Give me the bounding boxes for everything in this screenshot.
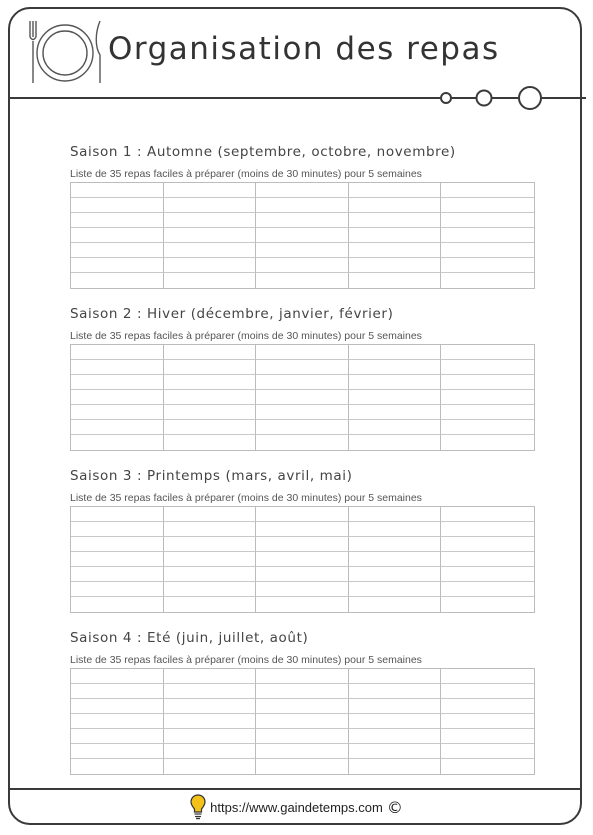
meal-entry-cell[interactable] xyxy=(71,507,164,522)
meal-entry-cell[interactable] xyxy=(164,669,257,684)
meal-entry-cell[interactable] xyxy=(164,243,257,258)
meal-entry-cell[interactable] xyxy=(349,183,442,198)
meal-entry-cell[interactable] xyxy=(441,684,534,699)
meal-entry-cell[interactable] xyxy=(71,390,164,405)
meal-entry-cell[interactable] xyxy=(71,420,164,435)
meal-entry-cell[interactable] xyxy=(71,699,164,714)
meal-entry-cell[interactable] xyxy=(71,243,164,258)
meal-entry-cell[interactable] xyxy=(349,273,442,288)
meal-entry-cell[interactable] xyxy=(256,552,349,567)
meal-entry-cell[interactable] xyxy=(441,699,534,714)
meal-entry-cell[interactable] xyxy=(164,420,257,435)
meal-entry-cell[interactable] xyxy=(256,669,349,684)
meal-entry-cell[interactable] xyxy=(164,699,257,714)
meal-entry-cell[interactable] xyxy=(349,552,442,567)
section-title: Saison 4 : Eté (juin, juillet, août) xyxy=(70,630,309,646)
meal-entry-cell[interactable] xyxy=(441,213,534,228)
meal-entry-cell[interactable] xyxy=(441,567,534,582)
meal-entry-cell[interactable] xyxy=(256,699,349,714)
meal-entry-cell[interactable] xyxy=(256,537,349,552)
meal-entry-cell[interactable] xyxy=(256,228,349,243)
meal-entry-cell[interactable] xyxy=(71,669,164,684)
meal-entry-cell[interactable] xyxy=(441,552,534,567)
meal-entry-cell[interactable] xyxy=(441,198,534,213)
meal-entry-cell[interactable] xyxy=(256,507,349,522)
meal-entry-cell[interactable] xyxy=(349,759,442,774)
meal-entry-cell[interactable] xyxy=(71,435,164,450)
meal-entry-cell[interactable] xyxy=(256,744,349,759)
meal-entry-cell[interactable] xyxy=(164,258,257,273)
meal-entry-cell[interactable] xyxy=(164,375,257,390)
meal-entry-cell[interactable] xyxy=(349,213,442,228)
meal-entry-cell[interactable] xyxy=(256,198,349,213)
meal-entry-cell[interactable] xyxy=(441,375,534,390)
meal-entry-cell[interactable] xyxy=(441,258,534,273)
meal-entry-cell[interactable] xyxy=(349,744,442,759)
meal-entry-cell[interactable] xyxy=(441,345,534,360)
section-subtitle: Liste de 35 repas faciles à préparer (moins de 30 minutes) pour 5 semaines xyxy=(70,492,422,504)
section-subtitle: Liste de 35 repas faciles à préparer (moins de 30 minutes) pour 5 semaines xyxy=(70,168,422,180)
meal-entry-cell[interactable] xyxy=(164,714,257,729)
meal-entry-cell[interactable] xyxy=(349,537,442,552)
section-title: Saison 3 : Printemps (mars, avril, mai) xyxy=(70,468,353,484)
meal-entry-cell[interactable] xyxy=(71,522,164,537)
meal-grid xyxy=(70,344,535,451)
meal-entry-cell[interactable] xyxy=(349,522,442,537)
meal-entry-cell[interactable] xyxy=(256,435,349,450)
meal-grid xyxy=(70,182,535,289)
meal-entry-cell[interactable] xyxy=(441,360,534,375)
meal-entry-cell[interactable] xyxy=(441,228,534,243)
meal-entry-cell[interactable] xyxy=(164,552,257,567)
meal-entry-cell[interactable] xyxy=(349,684,442,699)
meal-entry-cell[interactable] xyxy=(349,420,442,435)
meal-entry-cell[interactable] xyxy=(71,345,164,360)
footer-divider xyxy=(10,788,582,790)
meal-entry-cell[interactable] xyxy=(164,405,257,420)
meal-entry-cell[interactable] xyxy=(349,435,442,450)
meal-entry-cell[interactable] xyxy=(71,213,164,228)
website-link[interactable]: https://www.gaindetemps.com xyxy=(210,799,383,815)
meal-entry-cell[interactable] xyxy=(349,345,442,360)
meal-entry-cell[interactable] xyxy=(256,405,349,420)
lightbulb-icon xyxy=(190,794,206,820)
meal-entry-cell[interactable] xyxy=(164,582,257,597)
meal-entry-cell[interactable] xyxy=(256,522,349,537)
section-subtitle: Liste de 35 repas faciles à préparer (moins de 30 minutes) pour 5 semaines xyxy=(70,654,422,666)
meal-entry-cell[interactable] xyxy=(164,345,257,360)
meal-entry-cell[interactable] xyxy=(71,759,164,774)
meal-entry-cell[interactable] xyxy=(256,390,349,405)
meal-entry-cell[interactable] xyxy=(441,405,534,420)
meal-entry-cell[interactable] xyxy=(71,198,164,213)
meal-entry-cell[interactable] xyxy=(164,183,257,198)
meal-entry-cell[interactable] xyxy=(256,420,349,435)
meal-entry-cell[interactable] xyxy=(164,213,257,228)
meal-entry-cell[interactable] xyxy=(349,258,442,273)
meal-entry-cell[interactable] xyxy=(71,258,164,273)
meal-entry-cell[interactable] xyxy=(441,537,534,552)
meal-entry-cell[interactable] xyxy=(256,345,349,360)
meal-entry-cell[interactable] xyxy=(349,699,442,714)
meal-entry-cell[interactable] xyxy=(349,582,442,597)
meal-entry-cell[interactable] xyxy=(256,582,349,597)
meal-entry-cell[interactable] xyxy=(349,198,442,213)
meal-entry-cell[interactable] xyxy=(349,714,442,729)
meal-entry-cell[interactable] xyxy=(164,390,257,405)
meal-entry-cell[interactable] xyxy=(349,567,442,582)
meal-entry-cell[interactable] xyxy=(441,243,534,258)
meal-entry-cell[interactable] xyxy=(164,198,257,213)
meal-entry-cell[interactable] xyxy=(71,714,164,729)
copyright-icon: © xyxy=(386,797,403,817)
meal-entry-cell[interactable] xyxy=(349,243,442,258)
meal-entry-cell[interactable] xyxy=(164,567,257,582)
meal-entry-cell[interactable] xyxy=(441,597,534,612)
meal-entry-cell[interactable] xyxy=(164,729,257,744)
page-title: Organisation des repas xyxy=(108,31,500,67)
meal-entry-cell[interactable] xyxy=(164,228,257,243)
meal-entry-cell[interactable] xyxy=(441,420,534,435)
meal-grid xyxy=(70,668,535,775)
meal-entry-cell[interactable] xyxy=(164,597,257,612)
meal-entry-cell[interactable] xyxy=(349,228,442,243)
meal-entry-cell[interactable] xyxy=(71,744,164,759)
meal-entry-cell[interactable] xyxy=(441,582,534,597)
plate-fork-knife-icon xyxy=(24,17,108,85)
meal-entry-cell[interactable] xyxy=(441,507,534,522)
meal-entry-cell[interactable] xyxy=(441,759,534,774)
meal-entry-cell[interactable] xyxy=(441,729,534,744)
meal-entry-cell[interactable] xyxy=(164,744,257,759)
meal-entry-cell[interactable] xyxy=(349,669,442,684)
meal-entry-cell[interactable] xyxy=(164,273,257,288)
meal-entry-cell[interactable] xyxy=(164,522,257,537)
meal-entry-cell[interactable] xyxy=(256,183,349,198)
meal-entry-cell[interactable] xyxy=(349,507,442,522)
meal-entry-cell[interactable] xyxy=(349,360,442,375)
meal-entry-cell[interactable] xyxy=(441,669,534,684)
meal-entry-cell[interactable] xyxy=(71,273,164,288)
meal-entry-cell[interactable] xyxy=(349,390,442,405)
meal-entry-cell[interactable] xyxy=(256,243,349,258)
meal-entry-cell[interactable] xyxy=(256,213,349,228)
meal-entry-cell[interactable] xyxy=(349,405,442,420)
meal-entry-cell[interactable] xyxy=(164,759,257,774)
meal-entry-cell[interactable] xyxy=(441,273,534,288)
meal-entry-cell[interactable] xyxy=(256,258,349,273)
meal-entry-cell[interactable] xyxy=(164,435,257,450)
meal-entry-cell[interactable] xyxy=(256,567,349,582)
meal-entry-cell[interactable] xyxy=(256,273,349,288)
meal-entry-cell[interactable] xyxy=(71,228,164,243)
meal-entry-cell[interactable] xyxy=(256,684,349,699)
meal-entry-cell[interactable] xyxy=(256,597,349,612)
meal-entry-cell[interactable] xyxy=(256,759,349,774)
meal-entry-cell[interactable] xyxy=(349,375,442,390)
meal-entry-cell[interactable] xyxy=(441,183,534,198)
meal-entry-cell[interactable] xyxy=(256,714,349,729)
meal-entry-cell[interactable] xyxy=(71,360,164,375)
section-title: Saison 1 : Automne (septembre, octobre, novembre) xyxy=(70,144,456,160)
meal-entry-cell[interactable] xyxy=(164,537,257,552)
meal-entry-cell[interactable] xyxy=(441,435,534,450)
meal-entry-cell[interactable] xyxy=(164,360,257,375)
meal-entry-cell[interactable] xyxy=(256,375,349,390)
meal-entry-cell[interactable] xyxy=(71,375,164,390)
meal-entry-cell[interactable] xyxy=(71,183,164,198)
meal-grid xyxy=(70,506,535,613)
meal-entry-cell[interactable] xyxy=(71,597,164,612)
meal-entry-cell[interactable] xyxy=(441,714,534,729)
meal-entry-cell[interactable] xyxy=(441,390,534,405)
meal-entry-cell[interactable] xyxy=(71,537,164,552)
meal-entry-cell[interactable] xyxy=(164,684,257,699)
meal-entry-cell[interactable] xyxy=(441,744,534,759)
meal-entry-cell[interactable] xyxy=(71,582,164,597)
meal-entry-cell[interactable] xyxy=(71,684,164,699)
meal-entry-cell[interactable] xyxy=(256,729,349,744)
meal-entry-cell[interactable] xyxy=(256,360,349,375)
meal-entry-cell[interactable] xyxy=(71,567,164,582)
meal-entry-cell[interactable] xyxy=(349,729,442,744)
meal-entry-cell[interactable] xyxy=(71,552,164,567)
meal-entry-cell[interactable] xyxy=(71,405,164,420)
meal-entry-cell[interactable] xyxy=(71,729,164,744)
section-title: Saison 2 : Hiver (décembre, janvier, février) xyxy=(70,306,394,322)
meal-entry-cell[interactable] xyxy=(349,597,442,612)
header-divider xyxy=(8,84,586,112)
section-subtitle: Liste de 35 repas faciles à préparer (moins de 30 minutes) pour 5 semaines xyxy=(70,330,422,342)
footer xyxy=(0,793,593,821)
meal-entry-cell[interactable] xyxy=(164,507,257,522)
meal-entry-cell[interactable] xyxy=(441,522,534,537)
